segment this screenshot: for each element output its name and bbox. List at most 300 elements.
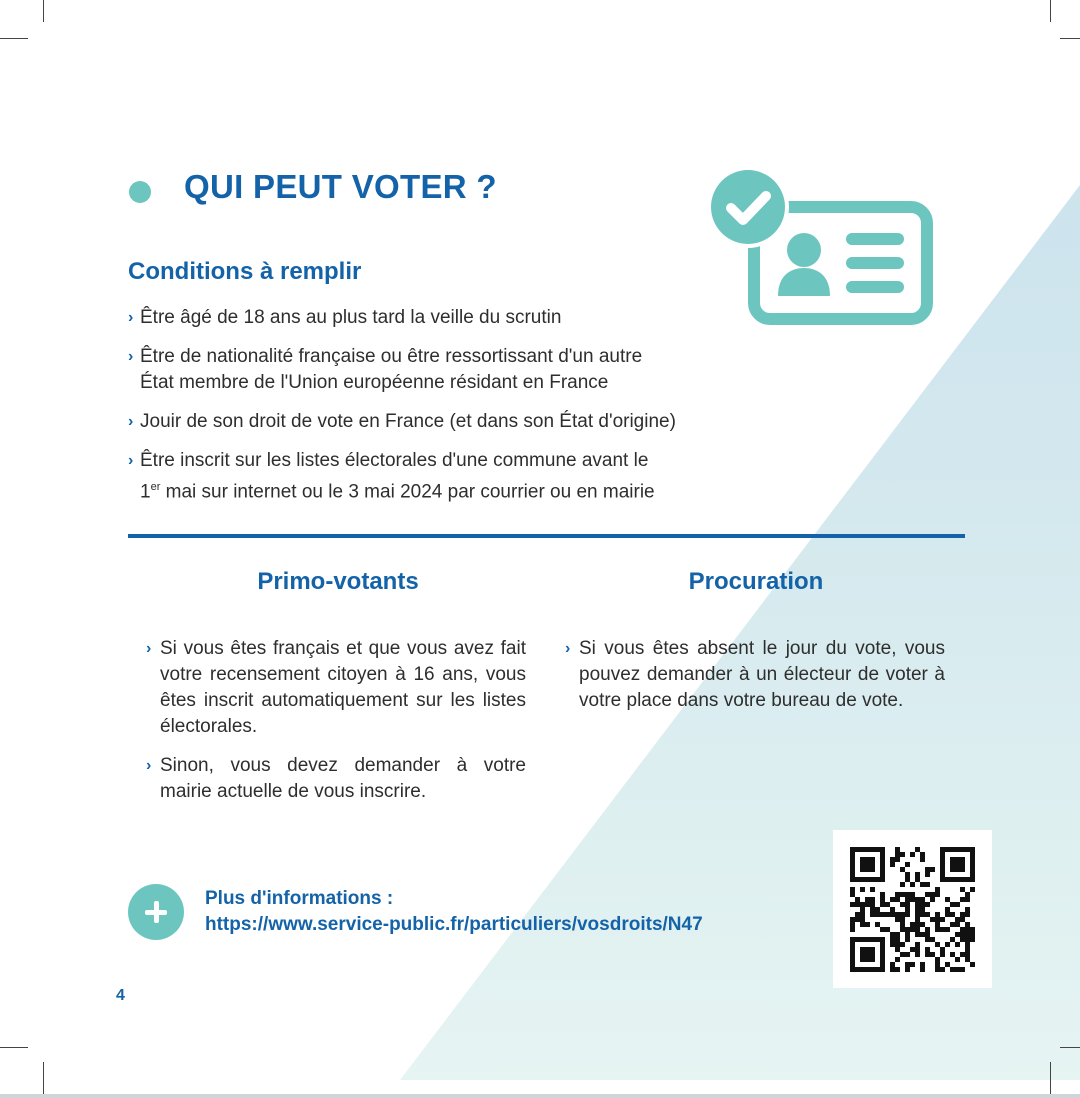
bottom-strip: [0, 1094, 1080, 1098]
qr-module: [925, 947, 930, 952]
qr-module: [920, 967, 925, 972]
qr-module: [935, 892, 940, 897]
qr-module: [940, 872, 945, 877]
qr-module: [900, 852, 905, 857]
qr-module: [855, 877, 860, 882]
qr-module: [955, 857, 960, 862]
qr-module: [965, 927, 970, 932]
qr-module: [950, 922, 955, 927]
qr-module: [880, 892, 885, 897]
qr-module: [945, 847, 950, 852]
qr-module: [890, 967, 895, 972]
qr-module: [935, 917, 940, 922]
qr-module: [880, 857, 885, 862]
qr-module: [915, 927, 920, 932]
qr-module: [880, 897, 885, 902]
qr-module: [925, 882, 930, 887]
qr-module: [970, 862, 975, 867]
qr-module: [865, 857, 870, 862]
procuration-heading: Procuration: [688, 568, 824, 595]
qr-module: [915, 917, 920, 922]
qr-module: [925, 937, 930, 942]
qr-module: [910, 947, 915, 952]
qr-module: [850, 867, 855, 872]
chevron-right-icon: ›: [146, 640, 152, 657]
qr-module: [915, 912, 920, 917]
qr-module: [955, 902, 960, 907]
qr-module: [970, 877, 975, 882]
qr-module: [910, 897, 915, 902]
qr-module: [855, 967, 860, 972]
qr-module: [885, 927, 890, 932]
qr-module: [945, 912, 950, 917]
qr-module: [855, 917, 860, 922]
qr-module: [945, 877, 950, 882]
list-item: [128, 344, 738, 396]
qr-module: [920, 897, 925, 902]
qr-module: [905, 892, 910, 897]
qr-module: [905, 877, 910, 882]
qr-module: [935, 912, 940, 917]
crop-mark: [1050, 1062, 1051, 1098]
qr-module: [935, 962, 940, 967]
condition-text-num: 1: [140, 481, 151, 503]
qr-module: [965, 952, 970, 957]
qr-module: [955, 917, 960, 922]
qr-module: [960, 887, 965, 892]
qr-module: [870, 952, 875, 957]
crop-mark: [43, 0, 44, 22]
qr-module: [895, 852, 900, 857]
qr-module: [850, 957, 855, 962]
qr-module: [935, 942, 940, 947]
qr-module: [925, 872, 930, 877]
qr-module: [865, 967, 870, 972]
qr-module: [960, 932, 965, 937]
qr-module: [850, 962, 855, 967]
qr-module: [880, 872, 885, 877]
qr-module: [945, 962, 950, 967]
qr-module: [940, 862, 945, 867]
qr-module: [865, 937, 870, 942]
qr-module: [970, 927, 975, 932]
qr-module: [850, 942, 855, 947]
qr-module: [895, 942, 900, 947]
qr-module: [950, 912, 955, 917]
qr-module: [965, 847, 970, 852]
qr-module: [970, 857, 975, 862]
qr-module: [865, 957, 870, 962]
conditions-heading: Conditions à remplir: [128, 258, 362, 285]
qr-module: [965, 947, 970, 952]
primo-text: Sinon, vous devez demander à votre mairie actuelle de vous inscrire.: [160, 755, 526, 802]
qr-module: [905, 962, 910, 967]
plus-icon: [128, 884, 184, 940]
qr-module: [935, 887, 940, 892]
qr-module: [855, 937, 860, 942]
crop-mark: [1060, 38, 1080, 39]
qr-module: [920, 922, 925, 927]
qr-module: [870, 947, 875, 952]
qr-module: [850, 947, 855, 952]
conditions-list: [128, 305, 738, 518]
qr-module: [910, 852, 915, 857]
procuration-text: Si vous êtes absent le jour du vote, vous pouvez demander à un électeur de voter à votre place dans votre bureau de vote.: [579, 638, 945, 711]
qr-module: [890, 937, 895, 942]
qr-module: [905, 872, 910, 877]
qr-module: [905, 912, 910, 917]
qr-module: [940, 927, 945, 932]
qr-module: [890, 962, 895, 967]
qr-module: [850, 952, 855, 957]
qr-module: [925, 867, 930, 872]
qr-module: [930, 892, 935, 897]
qr-module: [965, 937, 970, 942]
qr-module: [950, 867, 955, 872]
qr-module: [940, 867, 945, 872]
qr-module: [950, 902, 955, 907]
qr-module: [955, 942, 960, 947]
qr-module: [900, 952, 905, 957]
qr-module: [890, 912, 895, 917]
qr-module: [880, 952, 885, 957]
qr-module: [920, 932, 925, 937]
qr-module: [935, 967, 940, 972]
qr-module: [930, 917, 935, 922]
qr-module: [965, 877, 970, 882]
qr-module: [940, 947, 945, 952]
qr-module: [890, 932, 895, 937]
qr-module: [925, 912, 930, 917]
qr-module: [950, 847, 955, 852]
qr-module: [915, 897, 920, 902]
qr-module: [955, 847, 960, 852]
qr-module: [860, 952, 865, 957]
qr-module: [940, 847, 945, 852]
qr-module: [970, 847, 975, 852]
qr-module: [920, 907, 925, 912]
qr-module: [915, 932, 920, 937]
crop-mark: [0, 1047, 28, 1048]
qr-module: [880, 912, 885, 917]
qr-module: [900, 882, 905, 887]
page-title: QUI PEUT VOTER ?: [184, 168, 497, 205]
qr-module: [870, 912, 875, 917]
qr-module: [900, 927, 905, 932]
qr-module: [960, 967, 965, 972]
qr-module: [970, 852, 975, 857]
qr-module: [895, 932, 900, 937]
qr-module: [970, 872, 975, 877]
qr-module: [880, 852, 885, 857]
qr-module: [880, 927, 885, 932]
qr-module: [890, 897, 895, 902]
qr-module: [890, 862, 895, 867]
qr-module: [880, 942, 885, 947]
qr-module: [915, 907, 920, 912]
qr-module: [950, 937, 955, 942]
qr-module: [880, 867, 885, 872]
condition-text: État membre de l'Union européenne résidant en France: [140, 372, 609, 393]
qr-module: [850, 862, 855, 867]
qr-module: [870, 967, 875, 972]
chevron-right-icon: ›: [128, 413, 134, 430]
qr-module: [965, 912, 970, 917]
chevron-right-icon: ›: [128, 452, 134, 469]
qr-module: [925, 932, 930, 937]
qr-module: [960, 917, 965, 922]
qr-module: [965, 892, 970, 897]
qr-module: [910, 892, 915, 897]
qr-module: [940, 917, 945, 922]
qr-module: [940, 967, 945, 972]
qr-module: [940, 952, 945, 957]
qr-module: [965, 942, 970, 947]
qr-module: [870, 957, 875, 962]
qr-module: [890, 857, 895, 862]
qr-module: [920, 962, 925, 967]
qr-module: [915, 947, 920, 952]
qr-module: [880, 957, 885, 962]
qr-module: [970, 867, 975, 872]
qr-module: [945, 907, 950, 912]
voter-id-card-icon: [700, 160, 936, 326]
qr-module: [860, 922, 865, 927]
qr-module: [960, 857, 965, 862]
qr-module: [900, 917, 905, 922]
qr-module: [850, 902, 855, 907]
qr-module: [955, 877, 960, 882]
qr-module: [950, 862, 955, 867]
list-item: [128, 409, 738, 435]
qr-module: [955, 922, 960, 927]
crop-mark: [1050, 0, 1051, 22]
qr-module: [905, 907, 910, 912]
qr-module: [875, 937, 880, 942]
qr-module: [970, 887, 975, 892]
qr-module: [850, 877, 855, 882]
qr-module: [955, 932, 960, 937]
qr-module: [935, 957, 940, 962]
qr-code-pattern: [833, 830, 992, 988]
qr-module: [915, 922, 920, 927]
crop-mark: [43, 1062, 44, 1098]
qr-module: [870, 877, 875, 882]
crop-mark: [0, 38, 28, 39]
chevron-right-icon: ›: [146, 757, 152, 774]
primo-votants-list: [146, 636, 526, 818]
qr-module: [865, 862, 870, 867]
page-number: 4: [116, 987, 125, 1004]
list-item: [146, 753, 526, 805]
qr-module: [870, 867, 875, 872]
qr-module: [970, 937, 975, 942]
qr-module: [890, 942, 895, 947]
qr-module: [895, 967, 900, 972]
qr-module: [875, 877, 880, 882]
qr-module: [940, 852, 945, 857]
qr-module: [870, 862, 875, 867]
qr-module: [945, 927, 950, 932]
qr-module: [875, 907, 880, 912]
qr-module: [950, 967, 955, 972]
qr-module: [950, 952, 955, 957]
chevron-right-icon: ›: [128, 309, 134, 326]
qr-module: [925, 927, 930, 932]
qr-module: [870, 897, 875, 902]
chevron-right-icon: ›: [128, 348, 134, 365]
qr-module: [850, 937, 855, 942]
qr-module: [860, 877, 865, 882]
qr-module: [865, 847, 870, 852]
qr-module: [960, 937, 965, 942]
qr-module: [850, 847, 855, 852]
qr-module: [915, 872, 920, 877]
qr-module: [875, 912, 880, 917]
qr-module: [915, 847, 920, 852]
qr-module: [865, 902, 870, 907]
qr-module: [900, 912, 905, 917]
qr-module: [860, 867, 865, 872]
qr-module: [905, 927, 910, 932]
qr-module: [905, 967, 910, 972]
qr-module: [910, 927, 915, 932]
qr-module: [900, 867, 905, 872]
qr-module: [895, 897, 900, 902]
qr-module: [945, 942, 950, 947]
qr-module: [905, 937, 910, 942]
qr-module: [850, 887, 855, 892]
qr-module: [965, 957, 970, 962]
condition-text: Jouir de son droit de vote en France (et dans son État d'origine): [140, 411, 676, 432]
section-divider: [128, 534, 965, 538]
qr-module: [920, 857, 925, 862]
qr-module: [850, 967, 855, 972]
crop-mark: [1060, 1047, 1080, 1048]
qr-module: [880, 967, 885, 972]
qr-module: [960, 862, 965, 867]
qr-module: [930, 952, 935, 957]
qr-module: [865, 922, 870, 927]
qr-module: [930, 867, 935, 872]
qr-module: [880, 902, 885, 907]
qr-module: [940, 877, 945, 882]
qr-module: [925, 902, 930, 907]
qr-module: [935, 922, 940, 927]
qr-module: [855, 897, 860, 902]
qr-module: [960, 912, 965, 917]
more-info-label: Plus d'informations :: [205, 888, 394, 909]
qr-module: [850, 892, 855, 897]
qr-module: [955, 957, 960, 962]
qr-module: [860, 912, 865, 917]
chevron-right-icon: ›: [565, 640, 571, 657]
more-info-link[interactable]: https://www.service-public.fr/particuliers/vosdroits/N47: [205, 914, 703, 935]
qr-module: [850, 852, 855, 857]
qr-module: [915, 952, 920, 957]
qr-module: [860, 957, 865, 962]
qr-module: [900, 892, 905, 897]
qr-module: [895, 957, 900, 962]
qr-module: [890, 907, 895, 912]
qr-module: [945, 897, 950, 902]
qr-module: [860, 947, 865, 952]
qr-module: [910, 922, 915, 927]
qr-module: [970, 962, 975, 967]
qr-module: [850, 917, 855, 922]
qr-module: [865, 877, 870, 882]
qr-module: [910, 882, 915, 887]
procuration-list: [565, 636, 945, 727]
qr-module: [855, 902, 860, 907]
qr-module: [865, 897, 870, 902]
qr-module: [920, 852, 925, 857]
qr-module: [860, 967, 865, 972]
qr-module: [920, 902, 925, 907]
qr-module: [895, 937, 900, 942]
condition-text: Être âgé de 18 ans au plus tard la veille du scrutin: [140, 307, 562, 328]
qr-module: [850, 872, 855, 877]
qr-module: [960, 847, 965, 852]
qr-module: [965, 922, 970, 927]
qr-module: [850, 927, 855, 932]
qr-module: [970, 932, 975, 937]
qr-module: [905, 902, 910, 907]
qr-module: [960, 897, 965, 902]
qr-module: [870, 847, 875, 852]
qr-module: [850, 922, 855, 927]
qr-module: [860, 887, 865, 892]
qr-module: [920, 882, 925, 887]
qr-module: [880, 862, 885, 867]
qr-code[interactable]: [833, 830, 992, 988]
qr-module: [885, 912, 890, 917]
qr-module: [930, 897, 935, 902]
qr-module: [875, 922, 880, 927]
list-item: [146, 636, 526, 740]
qr-module: [935, 927, 940, 932]
qr-module: [860, 917, 865, 922]
qr-module: [860, 907, 865, 912]
qr-module: [915, 942, 920, 947]
qr-module: [865, 952, 870, 957]
qr-module: [950, 877, 955, 882]
qr-module: [860, 937, 865, 942]
condition-text: Être de nationalité française ou être ressortissant d'un autre: [140, 346, 643, 367]
qr-module: [905, 862, 910, 867]
qr-module: [865, 947, 870, 952]
qr-module: [865, 867, 870, 872]
ordinal-suffix: er: [150, 481, 161, 493]
qr-module: [900, 902, 905, 907]
condition-text: mai sur internet ou le 3 mai 2024 par courrier ou en mairie: [160, 481, 655, 503]
qr-module: [870, 937, 875, 942]
qr-module: [925, 892, 930, 897]
qr-module: [905, 932, 910, 937]
qr-module: [850, 857, 855, 862]
qr-module: [955, 967, 960, 972]
qr-module: [960, 877, 965, 882]
qr-module: [880, 937, 885, 942]
qr-module: [860, 847, 865, 852]
qr-module: [960, 927, 965, 932]
qr-module: [880, 847, 885, 852]
condition-text: Être inscrit sur les listes électorales d'une commune avant le: [140, 450, 649, 471]
qr-module: [900, 922, 905, 927]
list-item: [128, 448, 738, 505]
list-item: [565, 636, 945, 714]
qr-module: [965, 932, 970, 937]
